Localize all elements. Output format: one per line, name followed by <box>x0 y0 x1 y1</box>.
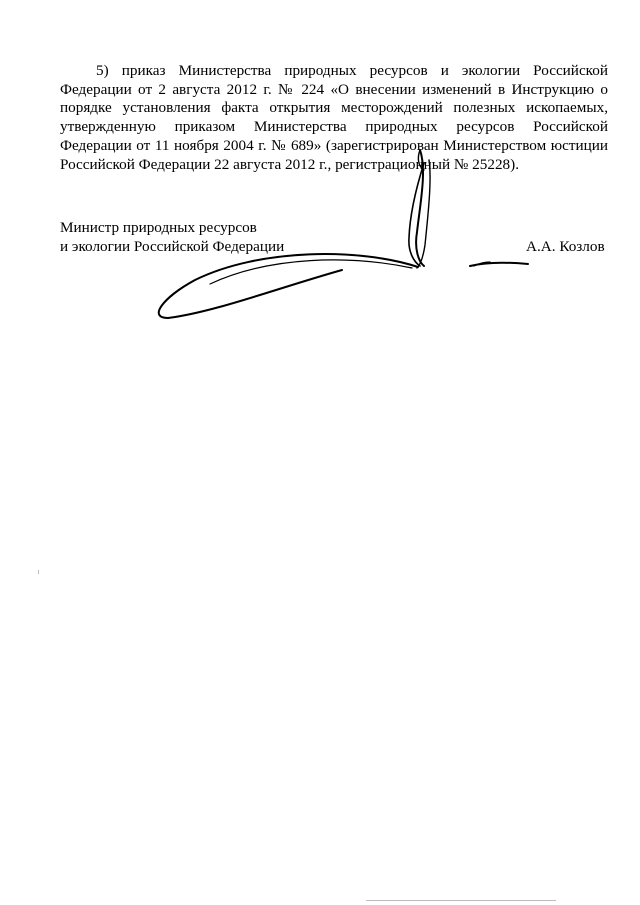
signer-name: А.А. Козлов <box>526 238 605 255</box>
signatory-title-line-1: Министр природных ресурсов <box>60 219 257 236</box>
scan-speck <box>366 900 556 901</box>
scan-speck <box>38 570 39 574</box>
signatory-title <box>60 218 284 256</box>
list-item-5 <box>60 62 608 174</box>
signatory-title-line-2: и экологии Российской Федерации <box>60 238 285 255</box>
item-text: приказ Министерства природных ресурсов и экологии Российской Федерации от 2 августа 2012 г. № 224 «О внесении изменений в Инструкцию о порядке установления факта открытия месторождений полезных ископаемых, утвержденную приказом Министерства природных ресурсов Российской Федерации от 11 ноября 2004 г. № 689» (зарегистрирован Министерством юстиции Российской Федерации 22 августа 2012 г., регистрационный № 25228). <box>60 62 609 173</box>
item-number: 5) <box>96 62 109 79</box>
